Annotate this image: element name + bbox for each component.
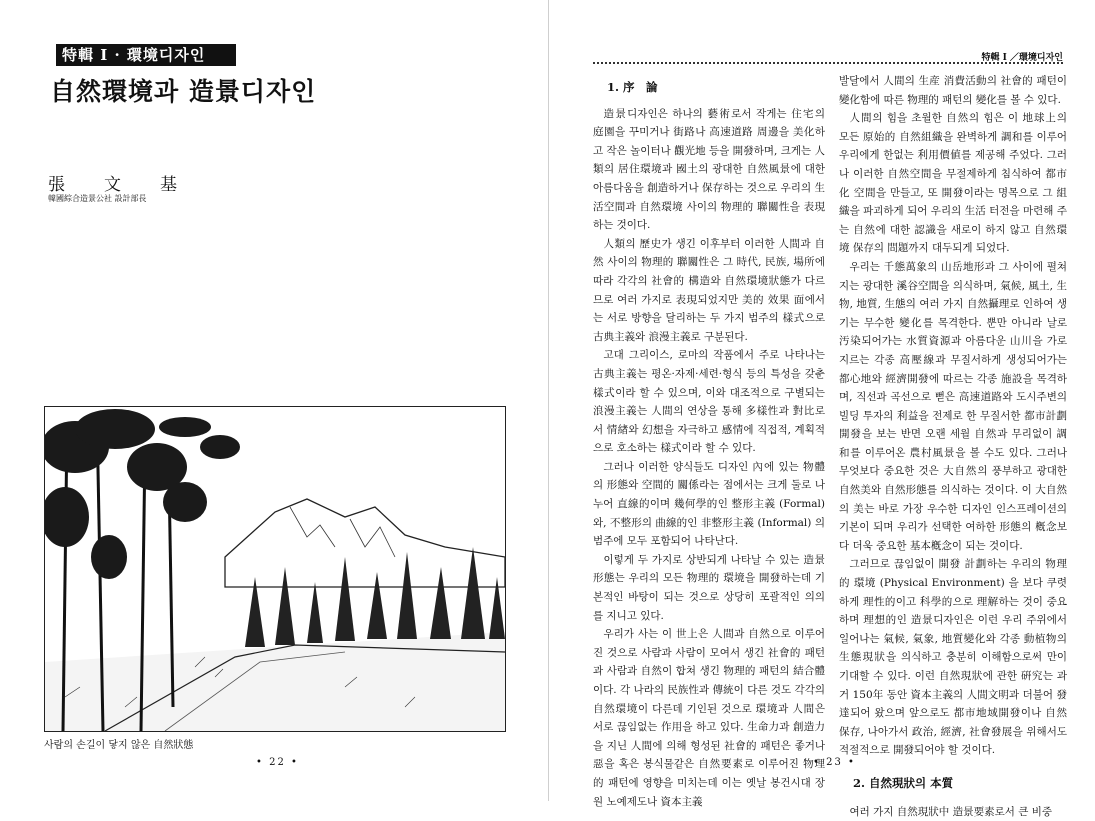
paragraph: 여러 가지 自然現狀中 造景要素로서 큰 비중 bbox=[849, 805, 1052, 818]
text-column-2 bbox=[839, 72, 1067, 821]
running-head: 特輯 I ／環境디자인 bbox=[593, 50, 1063, 64]
paragraph: 그러므로 끊임없이 開發 計劃하는 우리의 物理的 環境 (Physical Environment) 을 보다 쿠렷하게 理性的이고 科學的으로 理解하는 것이 중요하며 理想的인 造景디자인은 이런 우리 주위에서 일어나는 氣候, 氣象, 地質變化와 각종 動植物의 生態現狀을 의식하고 충분히 이해함으로써 만이 기대할 수 있다. 이런 自然現狀에 관한 硏究는 과거 150年 동안 資本主義의 人間文明과 더불어 發達되어 왔으며 앞으로도 都市地域開發이나 自然保存, 나아가서 政治, 經濟, 社會發展을 위해서도 적절적으로 開發되어야 할 것이다. bbox=[839, 558, 1067, 757]
paragraph: 이렇게 두 가지로 상반되게 나타날 수 있는 造景形態는 우리의 모든 物理的 環境을 開發하는데 기본적인 바탕이 되는 것으로 상당히 포괄적인 의의를 지니고 있다. bbox=[593, 553, 825, 622]
author-affiliation: 韓國綜合造景公社 設計部長 bbox=[48, 194, 147, 203]
right-page bbox=[549, 0, 1095, 818]
text-column-1 bbox=[593, 72, 825, 811]
paragraph: 人類의 歷史가 생긴 이후부터 이러한 人間과 自然 사이의 物理的 聯關性은 그 時代, 民族, 場所에 따라 각각의 社會的 構造와 自然環境狀態가 다르므로 여러 가지로 表現되었지만 美的 效果 面에서는 서로 방향을 달리하는 두 가지 범주의 樣式으로 古典主義와 浪漫主義로 구분된다. bbox=[593, 237, 825, 343]
section-heading-intro: 1. 序 論 bbox=[607, 80, 658, 94]
left-page bbox=[0, 0, 549, 801]
landscape-drawing bbox=[45, 407, 505, 731]
figure-caption: 사람의 손길이 닿지 않은 自然狀態 bbox=[44, 740, 194, 751]
landscape-illustration bbox=[44, 406, 506, 732]
author-name: 張文基 bbox=[48, 175, 216, 195]
page-number-right: • 23 • bbox=[813, 757, 856, 768]
paragraph: 우리가 사는 이 世上은 人間과 自然으로 이루어진 것으로 사람과 사람이 모여서 생긴 社會的 패턴과 사람과 自然이 합쳐 생긴 物理的 패턴의 結合體이다. 각 나라의 民族性과 傳統이 다른 것도 각각의 自然環境이 다른데 기인된 것으로 環境과 人間은 서로 끊임없는 作用을 하고 있다. 生命力과 創造力을 지닌 人間에 의해 형성된 社會的 패턴은 좋거나 惡을 혹은 봉식물같은 自然要素로 이루어진 物理的 패턴에 영향을 미치는데 이는 옛날 봉건시대 장원 노예제도나 資本主義 bbox=[593, 628, 825, 808]
paragraph: 발달에서 人間의 生産 消費活動의 社會的 패턴이 變化함에 따른 物理的 패턴의 變化를 볼 수 있다. bbox=[839, 75, 1067, 106]
paragraph: 그러나 이러한 양식들도 디자인 內에 있는 物體의 形態와 空間的 關係라는 점에서는 크게 둘로 나누어 直線的이며 幾何學的인 整形主義 (Formal) 와, 不整形의 曲線的인 非整形主義 (Informal) 의 범주에 모두 포함되어 나타난다. bbox=[593, 460, 825, 548]
article-title: 自然環境과 造景디자인 bbox=[50, 77, 317, 106]
paragraph: 人間의 힘을 초월한 自然의 힘은 이 地球上의 모든 原始的 自然組織을 완벽하게 調和를 이루어 우리에게 한없는 利用價値를 제공해 주었다. 그러나 이러한 自然空間을 무절제하게 침식하여 都市化 空間을 만들고, 또 開發이라는 명목으로 그 組織을 파괴하게 되어 우리의 生活 터전을 마련해 주는 自然에 대한 認識을 새로이 하지 않고 自然環境 保存의 問題까지 대두되게 되었다. bbox=[839, 112, 1067, 255]
series-tag: 特輯 I · 環境디자인 bbox=[56, 44, 236, 66]
page-number-left: • 22 • bbox=[256, 757, 299, 768]
paragraph: 造景디자인은 하나의 藝術로서 작게는 住宅의 庭園을 꾸미거나 街路나 高速道路 周邊을 美化하고 작은 놀이터나 觀光地 등을 開發하며, 크게는 人類의 居住環境과 國土의 광대한 自然風景에 대한 아름다움을 創造하거나 保存하는 것으로 우리의 生活空間과 自然環境 사이의 物理的 聯關性을 表現하는 것이다. bbox=[593, 107, 825, 232]
section-heading-2: 2. 自然現狀의 本質 bbox=[853, 775, 954, 790]
paragraph: 고대 그리이스, 로마의 작품에서 주로 나타나는 古典主義는 평온·자제·세련·형식 등의 특성을 갖춘 樣式이라 할 수 있으며, 이와 대조적으로 구별되는 浪漫主義는 人間의 연상을 통해 多樣性과 對比로서 情緖와 幻想을 자극하고 感情에 직접적, 계획적으로 호소하는 樣式이라 할 수 있다. bbox=[593, 349, 825, 455]
paragraph: 우리는 千態萬象의 山岳地形과 그 사이에 펼쳐지는 광대한 溪谷空間을 의식하며, 氣候, 風土, 生物, 地質, 生態의 여러 가지 自然攝理로 인하여 생기는 무수한 變化를 목격한다. 뿐만 아니라 날로 汚染되어가는 水質資源과 아름다운 山川을 가로지르는 각종 高壓線과 무질서하게 생성되어가는 都心地와 經濟開發에 따르는 각종 施設을 목격하며, 직선과 곡선으로 뻗은 高速道路와 도시주변의 빌딩 투자의 利益을 전제로 한 무질서한 都市計劃開發을 보는 반면 오랜 세월 自然과 무리없이 調和를 이루어온 農村風景을 볼 수도 있다. 그러나 무엇보다 중요한 것은 大自然의 풍부하고 광대한 自然美와 自然形態를 의식하는 것이다. 이 大自然의 美는 바로 가장 우수한 디자인 인스프레이션의 기본이 되며 우리가 선택한 여하한 形態의 槪念보다 더욱 중요한 基本槪念이 되는 것이다. bbox=[839, 260, 1067, 552]
